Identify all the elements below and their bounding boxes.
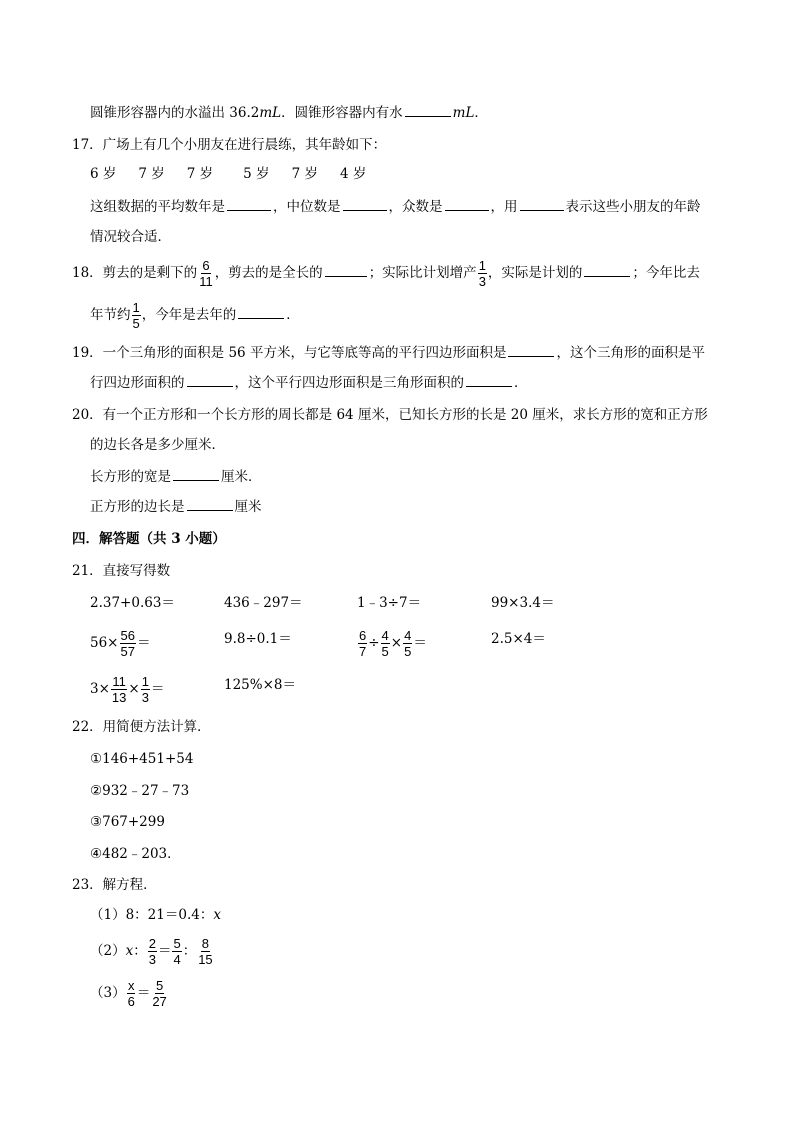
numerator: 56 [120,628,135,643]
q19-line2 [90,374,528,392]
denominator: 15 [198,952,213,967]
calc-text: 3× [90,681,110,697]
answer-blank[interactable] [508,344,554,357]
numerator: 5 [173,936,181,951]
q19-text: 19．一个三角形的面积是 56 平方米，与它等底等高的平行四边形面积是 [72,345,507,361]
operator: × [128,681,140,697]
q18-text: ，今年是去年的 [141,307,237,323]
denominator: 4 [173,952,181,967]
q18-text: 年节约 [90,307,131,323]
q18-text: ，剪去的是全长的 [214,265,323,281]
fraction [111,674,127,705]
answer-blank[interactable] [405,104,451,117]
calc-item: 2.37+0.63＝ [90,595,175,611]
q19-line1 [72,344,705,362]
numerator: 11 [112,674,126,689]
numerator: 1 [141,674,149,689]
q22-item: ①146+451+54 [90,751,194,767]
q17-text: 这组数据的平均数年是 [90,199,225,215]
calc-text: 56× [90,635,119,651]
fraction [198,258,214,289]
variable: x [213,907,221,923]
denominator: 3 [478,274,486,289]
eq-text: （2） [90,943,126,959]
section-heading: 四．解答题（共 3 小题） [72,531,226,547]
denominator: 3 [141,690,149,705]
answer-blank[interactable] [227,198,271,211]
answer-blank[interactable] [584,264,630,277]
q20-line2: 的边长各是多少厘米． [90,437,225,453]
q17-text: 表示这些小朋友的年龄 [565,199,701,215]
q22-item: ④482﹣203． [90,846,181,862]
calc-item [90,626,150,660]
numerator: 5 [155,978,164,993]
q17-ages [90,165,366,183]
operator: × [390,635,403,651]
q22-item: ②932﹣27﹣73 [90,783,190,799]
eq-text: （3） [90,985,126,1001]
age-item: 7 岁 [186,166,214,182]
q18-line2 [90,300,300,331]
numerator: 4 [381,628,389,643]
q17-text: ，中位数是 [273,199,341,215]
q16-end: ． [474,105,488,121]
q20-line4 [90,498,262,516]
q18-line1 [72,258,700,289]
eq-text: ＝ [157,943,172,959]
age-item: 4 岁 [339,166,367,182]
fraction [172,936,181,967]
fraction [120,628,136,659]
answer-blank[interactable] [520,198,564,211]
numerator: 8 [201,936,210,951]
eq-text: ： [133,943,147,959]
fraction [403,628,412,659]
q16-tail [90,104,488,122]
fraction [381,628,390,659]
answer-blank[interactable] [325,264,367,277]
q18-text: 18．剪去的是剩下的 [72,265,198,281]
q19-text: ． [514,375,528,391]
q16-unit-2: mL [452,105,475,121]
q20-text: 正方形的边长是 [90,499,185,515]
denominator: 5 [381,644,389,659]
q17-line2: 情况较合适． [90,229,171,245]
denominator: 13 [111,690,127,705]
q16-unit: mL [259,105,282,121]
fraction [358,628,367,659]
calc-item [90,672,164,706]
age-item: 6 岁 [90,166,117,182]
age-item: 5 岁 [243,166,270,182]
answer-blank[interactable] [173,468,219,481]
numerator: 2 [148,936,156,951]
fraction [478,258,487,289]
q20-line1: 20．有一个正方形和一个长方形的周长都是 64 厘米，已知长方形的长是 20 厘米，求长方形的宽和正方形 [72,407,708,423]
q20-text: 厘米 [234,499,262,515]
q18-text: ；今年比去 [632,265,700,281]
calc-item: 9.8÷0.1＝ [224,631,292,647]
calc-item: 125%×8＝ [224,677,296,693]
q20-line3 [90,468,262,486]
eq-text: ＝ [136,985,151,1001]
q22-item: ③767+299 [90,814,165,830]
answer-blank[interactable] [466,374,512,387]
fraction [151,978,167,1009]
answer-blank[interactable] [187,498,233,511]
answer-blank[interactable] [187,374,233,387]
calc-item: 2.5×4＝ [491,631,546,647]
q22-stem: 22．用简便方法计算． [72,719,211,735]
age-item: 7 岁 [138,166,165,182]
calc-item: 436﹣297＝ [224,595,303,611]
answer-blank[interactable] [445,198,489,211]
variable: x [125,943,134,959]
calc-item [357,626,427,660]
fraction [127,978,136,1009]
numerator: 6 [202,258,210,273]
numerator: x [127,978,135,993]
q16-text: 圆锥形容器内的水溢出 36.2 [90,105,260,121]
calc-item: 1﹣3÷7＝ [357,595,422,611]
denominator: 6 [127,994,135,1009]
q20-text: 厘米． [221,469,262,485]
q19-text: 行四边形面积的 [90,375,185,391]
q17-text: ，众数是 [388,199,443,215]
calc-text: ＝ [413,635,427,651]
numerator: 1 [478,258,486,273]
q18-text: ，实际是计划的 [487,265,583,281]
q23-stem: 23．解方程． [72,877,157,893]
answer-blank[interactable] [343,198,387,211]
operator: ÷ [368,635,380,651]
q19-text: ，这个平行四边形面积是三角形面积的 [234,375,464,391]
denominator: 7 [359,644,367,659]
q21-stem: 21．直接写得数 [72,563,171,579]
q23-eq1 [90,906,221,924]
q17-text: ，用 [490,199,518,215]
age-item: 7 岁 [291,166,318,182]
fraction [141,674,150,705]
denominator: 11 [199,274,213,289]
calc-text: ＝ [150,681,165,697]
numerator: 6 [359,628,367,643]
q23-eq3 [90,976,169,1010]
denominator: 5 [404,644,412,659]
q17-line1 [90,198,701,216]
fraction [132,300,141,331]
fraction [197,936,213,967]
denominator: 3 [148,952,156,967]
eq-text: ： [182,943,197,959]
q20-text: 长方形的宽是 [90,469,171,485]
q18-text: ． [286,307,300,323]
q19-text: ，这个三角形的面积是平 [556,345,705,361]
denominator: 5 [132,316,140,331]
q17-stem: 17．广场上有几个小朋友在进行晨练，其年龄如下： [72,137,387,153]
eq-text: （1）8：21＝0.4： [90,907,214,923]
q23-eq2 [90,934,215,968]
numerator: 1 [132,300,140,315]
fraction [148,936,157,967]
calc-item: 99×3.4＝ [491,595,555,611]
denominator: 27 [152,994,167,1009]
denominator: 57 [120,644,135,659]
numerator: 4 [404,628,412,643]
q16-text-2: ．圆锥形容器内有水 [281,105,403,121]
q18-text: ；实际比计划增产 [368,265,477,281]
answer-blank[interactable] [238,306,284,319]
calc-text: ＝ [136,635,151,651]
